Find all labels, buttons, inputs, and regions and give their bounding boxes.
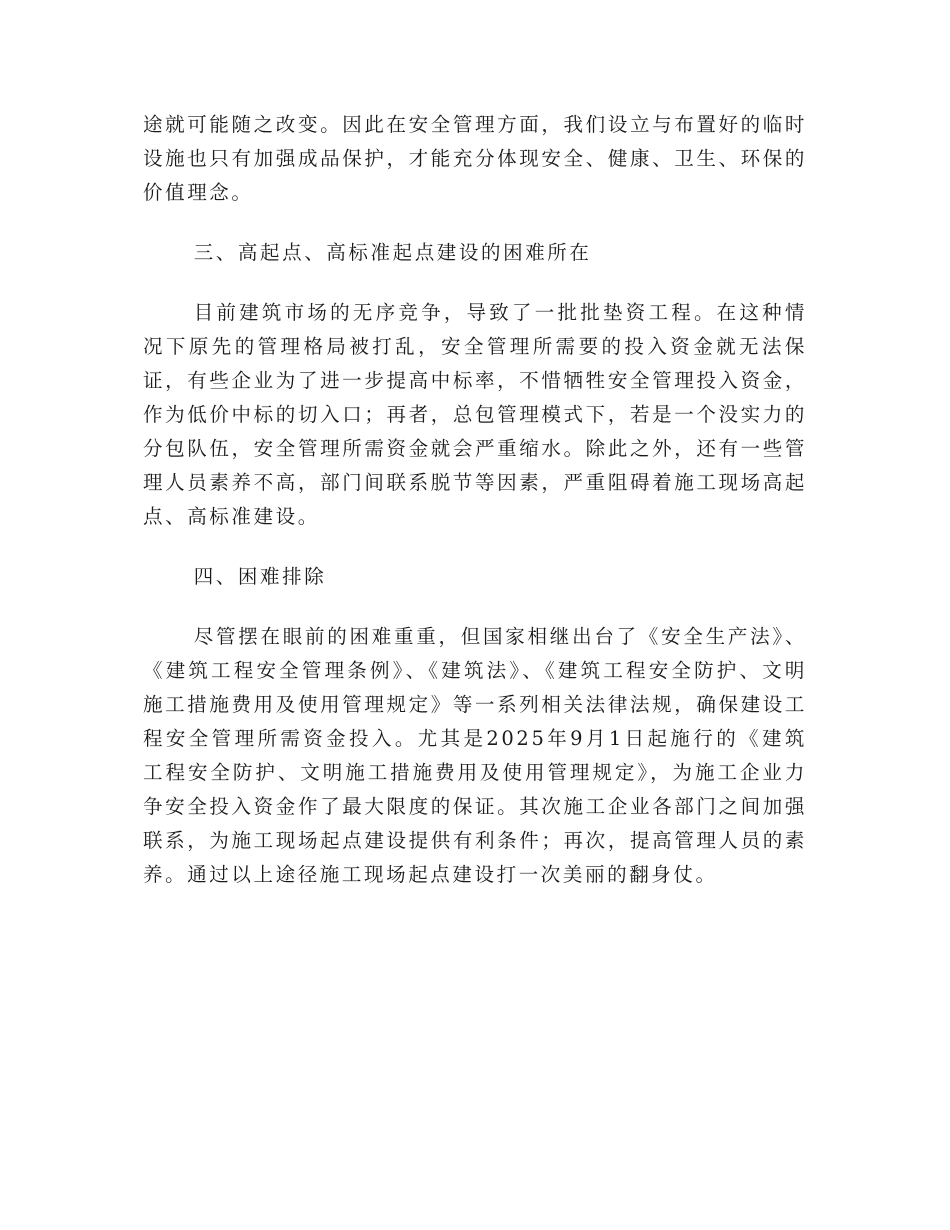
section-heading-3: 三、高起点、高标准起点建设的困难所在 [193, 241, 592, 264]
paragraph-market-competition: 目前建筑市场的无序竞争，导致了一批批垫资工程。在这种情况下原先的管理格局被打乱，安全管理所需要的投入资金就无法保证，有些企业为了进一步提高中标率，不惜牺牲安全管理投入资金，作为低价中标的切入口；再者，总包管理模式下，若是一个没实力的分包队伍，安全管理所需资金就会严重缩水。除此之外，还有一些管理人员素养不高，部门间联系脱节等因素，严重阻碍着施工现场高起点、高标准建设。 [143, 301, 807, 528]
paragraph-difficulty-resolution: 尽管摆在眼前的困难重重，但国家相继出台了《安全生产法》、《建筑工程安全管理条例》、《建筑法》、《建筑工程安全防护、文明施工措施费用及使用管理规定》等一系列相关法律法规，确保建设工程安全管理所需资金投入。尤其是2025年9月1日起施行的《建筑工程安全防护、文明施工措施费用及使用管理规定》，为施工企业力争安全投入资金作了最大限度的保证。其次施工企业各部门之间加强联系，为施工现场起点建设提供有利条件；再次，提高管理人员的素养。通过以上途径施工现场起点建设打一次美丽的翻身仗。 [143, 625, 807, 886]
paragraph-continuation: 途就可能随之改变。因此在安全管理方面，我们设立与布置好的临时设施也只有加强成品保护，才能充分体现安全、健康、卫生、环保的价值理念。 [143, 113, 807, 204]
document-body [143, 108, 807, 892]
section-heading-4: 四、困难排除 [193, 565, 327, 588]
